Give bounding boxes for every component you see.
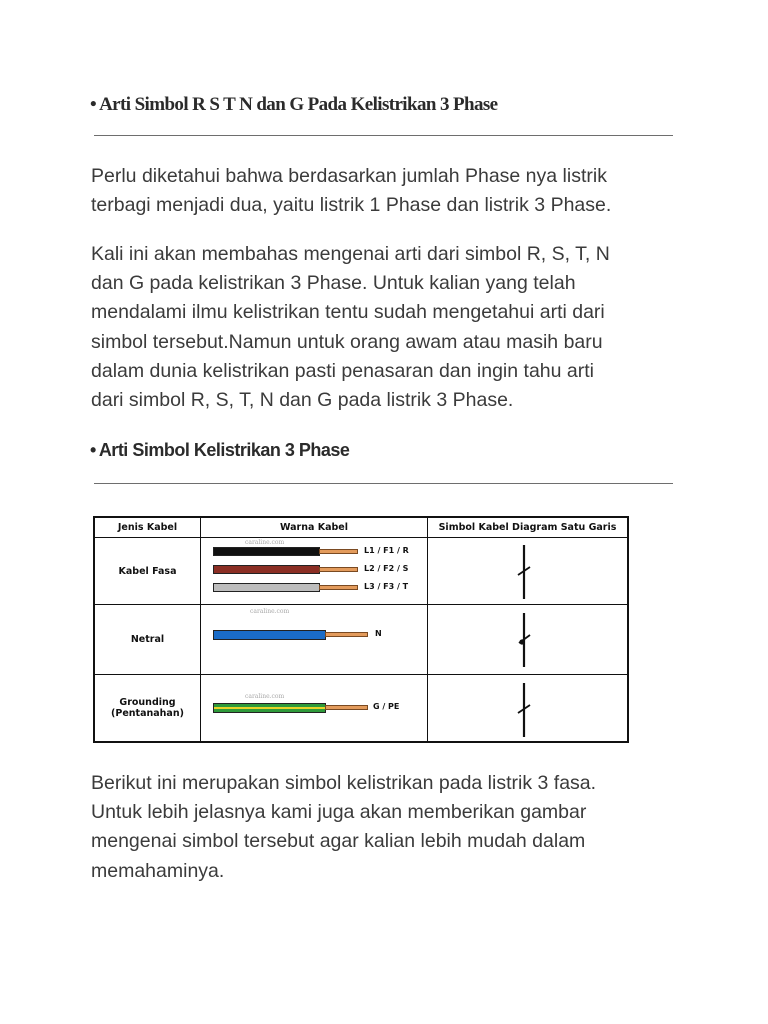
wire-ground (213, 703, 368, 713)
wire-label: L2 / F2 / S (364, 564, 409, 573)
cable-table (93, 516, 629, 743)
paragraph-line: dari simbol R, S, T, N dan G pada listrik 3 Phase. (91, 389, 514, 412)
wire-phase-r (213, 547, 358, 556)
section-heading-rstng (90, 94, 498, 116)
wire-phase-t (213, 583, 358, 592)
wire-copper (319, 567, 358, 572)
paragraph-intro (91, 162, 691, 220)
wire-label: G / PE (373, 702, 400, 711)
table-header-warna: Warna Kabel (280, 522, 348, 533)
watermark: caraline.com (250, 608, 290, 615)
paragraph-line: dalam dunia kelistrikan pasti penasaran dan ingin tahu arti (91, 359, 594, 382)
wire-phase-s (213, 565, 358, 574)
wire-insulation (213, 565, 320, 574)
paragraph-line: terbagi menjadi dua, yaitu listrik 1 Phase dan listrik 3 Phase. (91, 194, 612, 217)
wire-copper (319, 585, 358, 590)
paragraph-line: Kali ini akan membahas mengenai arti dari simbol R, S, T, N (91, 243, 610, 265)
paragraph-line: dan G pada kelistrikan 3 Phase. Untuk kalian yang telah (91, 272, 576, 295)
row-label-netral (95, 605, 200, 674)
paragraph-line: memahaminya. (91, 859, 225, 882)
heading-text: Arti Simbol Kelistrikan 3 Phase (98, 440, 350, 460)
wire-insulation (213, 630, 326, 640)
row-label-text: Netral (130, 634, 165, 645)
wire-insulation (213, 703, 326, 713)
wire-neutral (213, 630, 368, 640)
wire-label: L1 / F1 / R (364, 546, 409, 555)
heading-divider (94, 135, 673, 136)
paragraph-line: simbol tersebut.Namun untuk orang awam atau masih baru (91, 330, 603, 353)
row-label-text: Kabel Fasa (118, 565, 177, 577)
ground-line-symbol (509, 680, 539, 740)
bullet-icon: • (90, 94, 97, 115)
bullet-icon: • (90, 440, 96, 460)
paragraph-explanation (91, 240, 691, 415)
row-label-line: (Pentanahan) (111, 708, 184, 719)
table-header-jenis: Jenis Kabel (117, 522, 178, 533)
table-column-divider (427, 518, 428, 741)
section-heading-symbols (90, 440, 349, 461)
wire-copper (325, 632, 368, 637)
table-header-simbol: Simbol Kabel Diagram Satu Garis (438, 522, 617, 533)
paragraph-line: mengenai simbol tersebut agar kalian lebih mudah dalam (91, 830, 586, 853)
wire-insulation (213, 547, 320, 556)
watermark: caraline.com (245, 539, 285, 546)
paragraph-line: Untuk lebih jelasnya kami juga akan memberikan gambar (91, 801, 587, 824)
paragraph-conclusion (91, 769, 691, 886)
neutral-line-symbol (509, 610, 539, 670)
wire-label: L3 / F3 / T (364, 582, 409, 591)
paragraph-line: mendalami ilmu kelistrikan tentu sudah mengetahui arti dari (91, 301, 605, 324)
wire-insulation (213, 583, 320, 592)
wire-label: N (375, 629, 382, 638)
table-column-divider (200, 518, 201, 741)
row-label-grounding (95, 675, 200, 741)
heading-text: Arti Simbol R S T N dan G Pada Kelistrikan 3 Phase (99, 94, 498, 115)
paragraph-line: Berikut ini merupakan simbol kelistrikan pada listrik 3 fasa. (91, 772, 597, 794)
paragraph-line: Perlu diketahui bahwa berdasarkan jumlah Phase nya listrik (91, 165, 607, 187)
row-label-kabel-fasa (95, 538, 200, 604)
row-label-text (111, 697, 184, 719)
wire-copper (325, 705, 368, 710)
heading-divider (94, 483, 673, 484)
three-phase-line-symbol (509, 542, 539, 602)
wire-copper (319, 549, 358, 554)
row-label-line: Grounding (119, 697, 176, 708)
watermark: caraline.com (245, 693, 285, 700)
